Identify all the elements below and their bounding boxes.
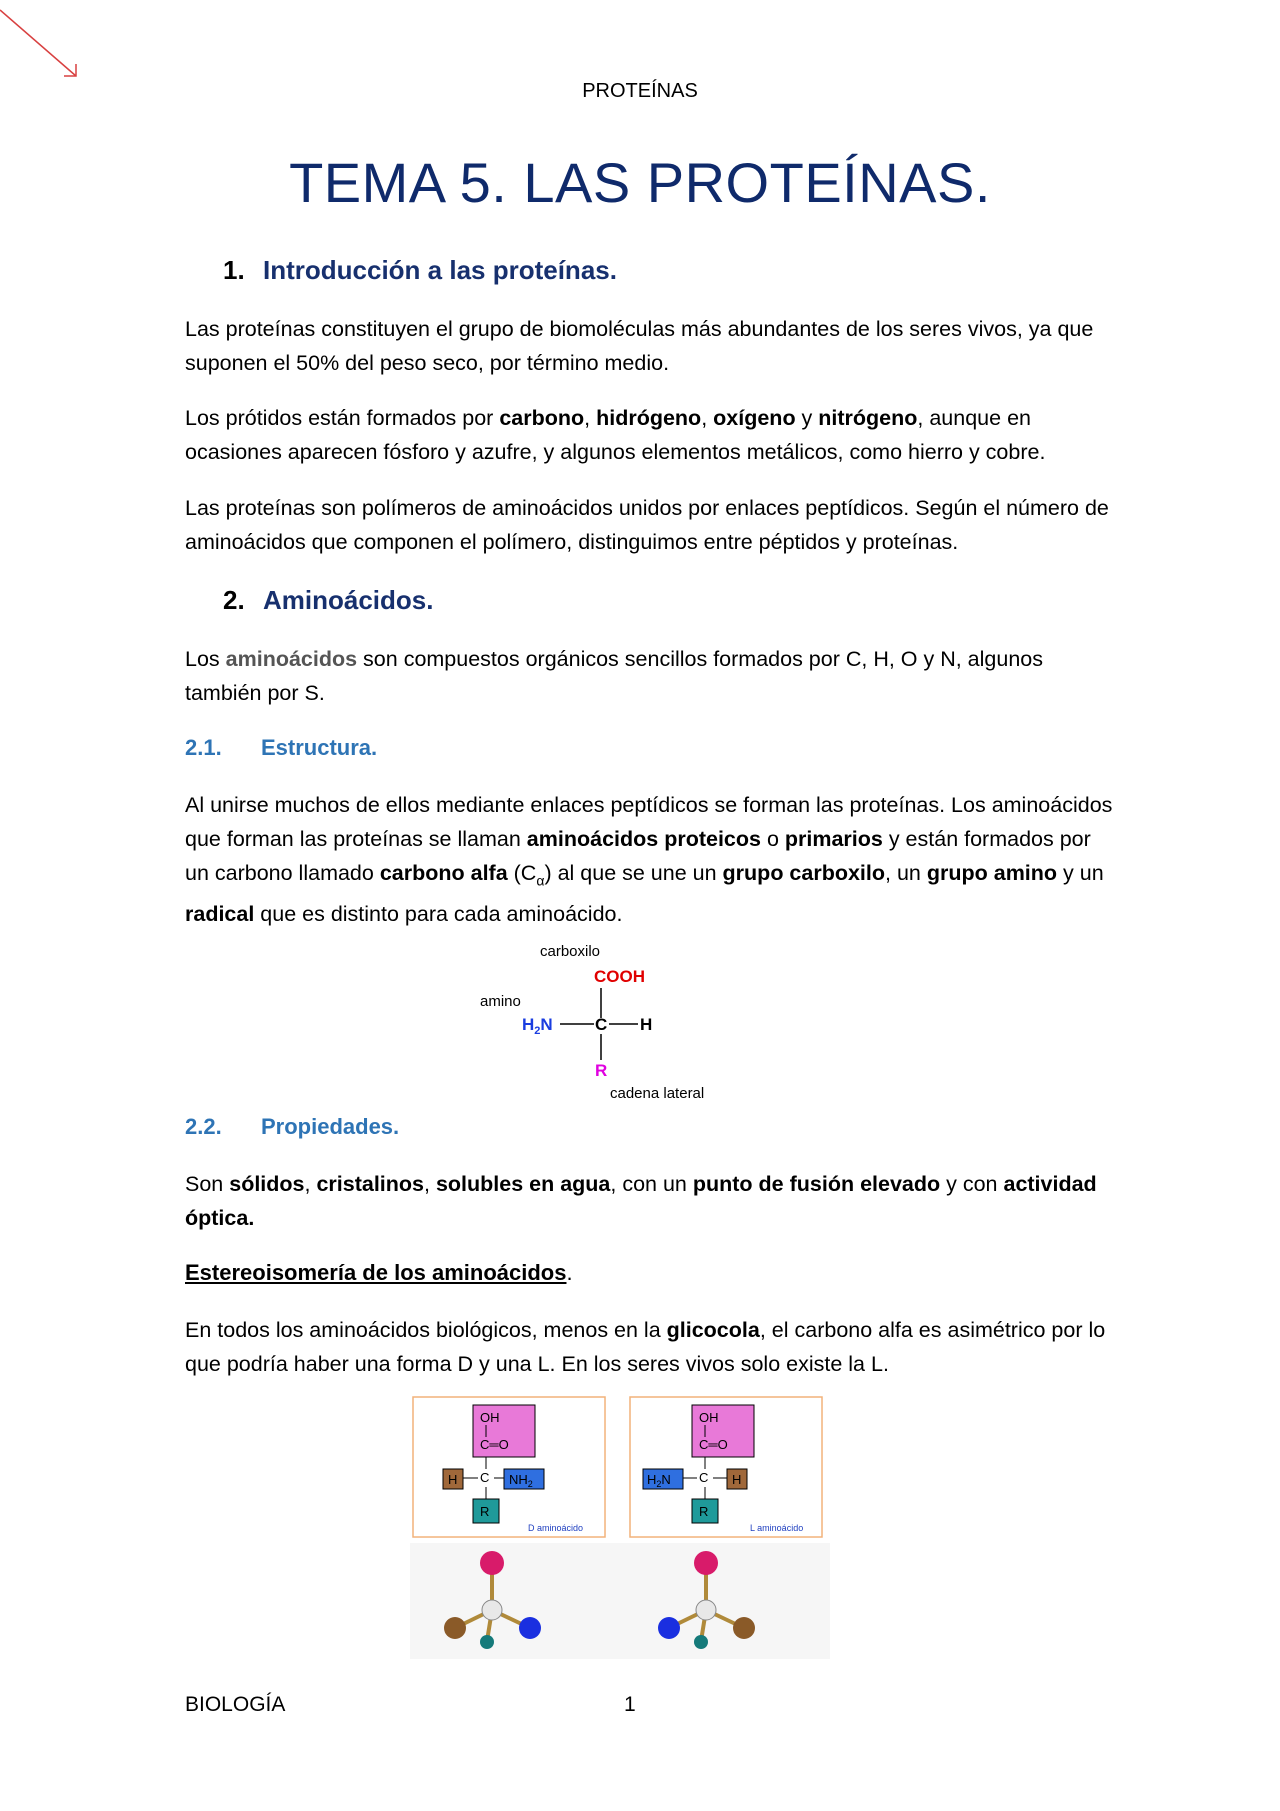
footer-page-number: 1 (624, 1693, 636, 1716)
paragraph (185, 312, 1115, 380)
d-ball-stick-model (410, 1543, 830, 1659)
l-aminoacid-panel (630, 1397, 822, 1537)
section-title: Introducción a las proteínas. (263, 255, 617, 285)
svg-text:NH2: $NH_2$ (509, 1472, 533, 1489)
footer-subject: BIOLOGÍA (185, 1693, 286, 1716)
svg-text:C═O: C═O (480, 1437, 509, 1452)
paragraph-text: Las proteínas constituyen el grupo de biomoléculas más abundantes de los seres vivos, ya que suponen el 50% del peso seco, por término medio. (185, 317, 1094, 375)
amino-acid-structure-diagram (470, 938, 720, 1108)
svg-text:H: H (732, 1472, 742, 1487)
corner-arrow-icon (0, 0, 90, 90)
section-title: Aminoácidos. (263, 585, 434, 615)
alpha-carbon: C (595, 1015, 608, 1034)
paragraph: Al unirse muchos de ellos mediante enlaces peptídicos se forman las proteínas. Los aminoácidos que forman las proteínas se llaman aminoácidos proteicos o primarios y están formados por un carbono llamado carbono alfa $(C_\alpha)$ al que se une un grupo carboxilo, un grupo amino y un radical que es distinto para cada aminoácido. (185, 793, 1113, 927)
page-title: TEMA 5. LAS PROTEÍNAS. (289, 151, 991, 214)
section-heading-1 (223, 255, 617, 286)
svg-text:OH: OH (480, 1410, 500, 1425)
svg-text:D aminoácido: D aminoácido (528, 1523, 584, 1533)
side-chain-label: cadena lateral (610, 1085, 705, 1102)
svg-text:R: R (699, 1504, 709, 1519)
amino-label: amino (480, 993, 521, 1010)
subsection-heading-2-1 (185, 735, 377, 761)
d-aminoacid-panel (413, 1397, 605, 1537)
paragraph-text: Las proteínas son polímeros de aminoácidos unidos por enlaces peptídicos. Según el número de aminoácidos que componen el polímero, distinguimos entre péptidos y proteínas. (185, 496, 1109, 554)
r-group: R (595, 1061, 608, 1080)
subsection-number: 2.1. (185, 735, 222, 760)
svg-text:OH: OH (699, 1410, 719, 1425)
hydrogen: H (640, 1015, 653, 1034)
section-number: 1. (223, 255, 245, 285)
section-heading-2 (223, 585, 433, 616)
section-number: 2. (223, 585, 245, 615)
svg-text:H: H (448, 1472, 458, 1487)
svg-text:C: C (699, 1470, 709, 1485)
d-l-isomers-diagram (410, 1395, 830, 1660)
paragraph: Los aminoácidos son compuestos orgánicos sencillos formados por C, H, O y N, algunos también por S. (185, 647, 1043, 705)
paragraph (185, 491, 1115, 559)
stereoisomerism-heading: Estereoisomería de los aminoácidos. (185, 1260, 573, 1285)
svg-text:C: C (480, 1470, 490, 1485)
svg-text:R: R (480, 1504, 490, 1519)
subsection-title: Propiedades. (261, 1114, 400, 1139)
subsection-heading-2-2 (185, 1114, 399, 1140)
paragraph: Los prótidos están formados por carbono, hidrógeno, oxígeno y nitrógeno, aunque en ocasiones aparecen fósforo y azufre, y algunos elementos metálicos, como hierro y cobre. (185, 406, 1046, 464)
svg-text:C═O: C═O (699, 1437, 728, 1452)
paragraph: En todos los aminoácidos biológicos, menos en la glicocola, el carbono alfa es asimétrico por lo que podría haber una forma D y una L. En los seres vivos solo existe la L. (185, 1318, 1106, 1376)
subsection-number: 2.2. (185, 1114, 222, 1139)
subsection-title: Estructura. (261, 735, 378, 760)
svg-text:H2N: $H_2N$ (647, 1472, 671, 1489)
cooh-group: COOH (594, 967, 645, 986)
running-header: PROTEÍNAS (582, 80, 698, 102)
amine-group: $H_2N$ (522, 1015, 553, 1037)
svg-text:L aminoácido: L aminoácido (750, 1523, 804, 1533)
carboxyl-label: carboxilo (540, 943, 601, 960)
paragraph: Son sólidos, cristalinos, solubles en agua, con un punto de fusión elevado y con actividad óptica. (185, 1172, 1097, 1230)
